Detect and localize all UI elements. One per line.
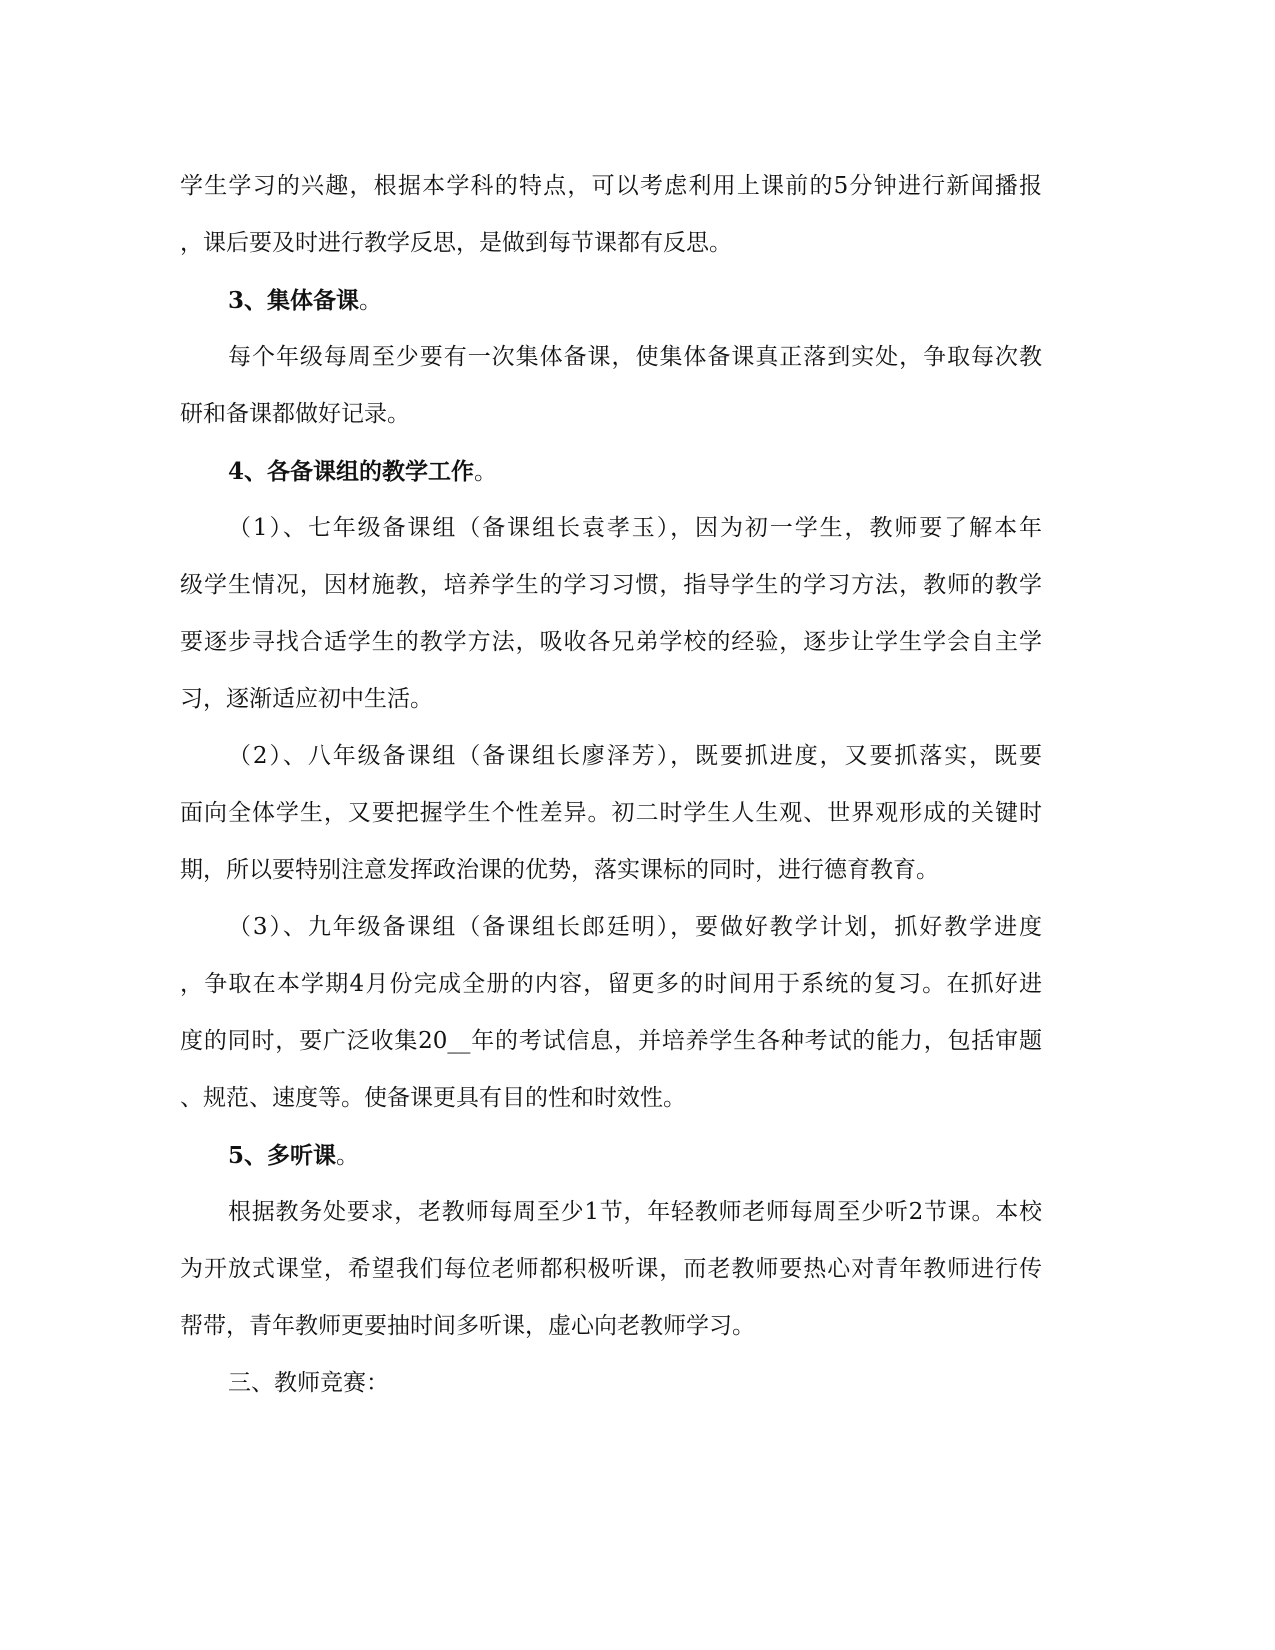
text-line: 习，逐渐适应初中生活。 xyxy=(180,686,433,712)
section-heading-attend-lessons xyxy=(180,1127,1042,1184)
text-line: 根据教务处要求，老教师每周至少1节，年轻教师老师每周至少听2节课。本校 xyxy=(228,1199,1042,1225)
paragraph-attend-lessons xyxy=(180,1184,1042,1355)
paragraph-grade7 xyxy=(180,500,1042,728)
heading-punctuation: 。 xyxy=(336,1143,360,1169)
heading-text: 3、集体备课 xyxy=(228,287,360,314)
document-page xyxy=(180,158,1042,1412)
heading-text: 4、各备课组的教学工作 xyxy=(228,458,475,485)
heading-text: 5、多听课 xyxy=(228,1142,337,1169)
paragraph-grade8 xyxy=(180,728,1042,899)
text-line: 要逐步寻找合适学生的教学方法，吸收各兄弟学校的经验，逐步让学生学会自主学 xyxy=(180,629,1042,655)
paragraph-collective-prep xyxy=(180,329,1042,443)
text-line: （1）、七年级备课组（备课组长袁孝玉），因为初一学生，教师要了解本年 xyxy=(228,515,1042,541)
text-line: 为开放式课堂，希望我们每位老师都积极听课，而老教师要热心对青年教师进行传 xyxy=(180,1256,1042,1282)
paragraph-grade9 xyxy=(180,899,1042,1127)
text-line: 、规范、速度等。使备课更具有目的性和时效性。 xyxy=(180,1085,686,1111)
section-heading-group-work xyxy=(180,443,1042,500)
text-line: 面向全体学生，又要把握学生个性差异。初二时学生人生观、世界观形成的关键时 xyxy=(180,800,1042,826)
text-line: ，课后要及时进行教学反思，是做到每节课都有反思。 xyxy=(180,230,732,256)
text-line: 级学生情况，因材施教，培养学生的学习习惯，指导学生的学习方法，教师的教学 xyxy=(180,572,1042,598)
text-line: （3）、九年级备课组（备课组长郎廷明），要做好教学计划，抓好教学进度 xyxy=(228,914,1042,940)
heading-punctuation: 。 xyxy=(359,288,383,314)
text-line: 度的同时，要广泛收集20__年的考试信息，并培养学生各种考试的能力，包括审题 xyxy=(180,1028,1042,1054)
text-line: 学生学习的兴趣，根据本学科的特点，可以考虑利用上课前的5分钟进行新闻播报 xyxy=(180,173,1042,199)
paragraph-interest xyxy=(180,158,1042,272)
section-heading-collective-prep xyxy=(180,272,1042,329)
text-line: （2）、八年级备课组（备课组长廖泽芳），既要抓进度，又要抓落实，既要 xyxy=(228,743,1042,769)
text-line: 研和备课都做好记录。 xyxy=(180,401,410,427)
text-line: ，争取在本学期4月份完成全册的内容，留更多的时间用于系统的复习。在抓好进 xyxy=(180,971,1042,997)
heading-punctuation: 。 xyxy=(474,459,498,485)
text-line: 每个年级每周至少要有一次集体备课，使集体备课真正落到实处，争取每次教 xyxy=(228,344,1042,370)
text-line: 期，所以要特别注意发挥政治课的优势，落实课标的同时，进行德育教育。 xyxy=(180,857,939,883)
section-heading-teacher-competition: 三、教师竞赛： xyxy=(228,1370,389,1396)
text-line: 帮带，青年教师更要抽时间多听课，虚心向老教师学习。 xyxy=(180,1313,755,1339)
